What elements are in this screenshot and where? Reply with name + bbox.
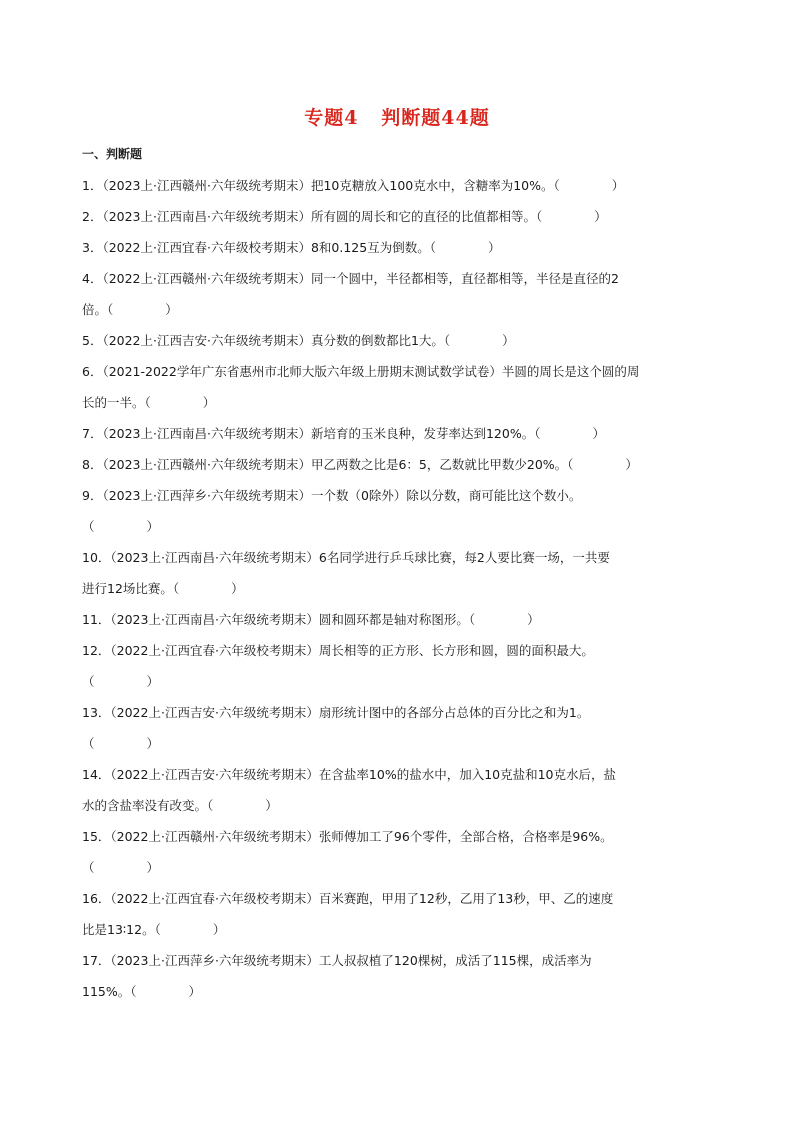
question-text: （2023上·江西萍乡·六年级统考期末）工人叔叔植了120棵树，成活了115棵，成活率为	[110, 953, 592, 968]
bracket-close: ）	[487, 240, 501, 255]
bracket-close: ）	[625, 457, 638, 472]
bracket-close: ）	[502, 333, 515, 348]
question-text: 倍。（	[82, 302, 114, 317]
question-number: 10．	[82, 550, 111, 565]
question-number: 2．	[82, 209, 103, 224]
question-item	[82, 356, 712, 418]
question-number: 5．	[82, 333, 103, 348]
question-text: （2023上·江西南昌·六年级统考期末）6名同学进行乒乓球比赛，每2人要比赛一场，一共要	[110, 550, 610, 565]
question-number: 15．	[82, 829, 111, 844]
question-item	[82, 449, 712, 480]
question-text: 水的含盐率没有改变。（	[82, 798, 214, 813]
question-number: 1．	[82, 178, 103, 193]
question-text: （2023上·江西南昌·六年级统考期末）所有圆的周长和它的直径的比值都相等。（	[102, 209, 543, 224]
question-text: （2022上·江西吉安·六年级统考期末）在含盐率10%的盐水中，加入10克盐和10克水后，盐	[110, 767, 617, 782]
question-item	[82, 759, 712, 821]
question-item	[82, 945, 712, 1007]
bracket-close: ）	[265, 798, 278, 813]
bracket-close: ）	[212, 922, 226, 937]
question-number: 14．	[82, 767, 111, 782]
question-text: （2022上·江西宜春·六年级校考期末）周长相等的正方形、长方形和圆，圆的面积最大。	[110, 643, 594, 658]
question-text: 长的一半。（	[82, 395, 151, 410]
question-text: （2023上·江西赣州·六年级统考期末）把10克糖放入100克水中，含糖率为10%。（	[102, 178, 560, 193]
question-number: 17．	[82, 953, 111, 968]
question-number: 8．	[82, 457, 103, 472]
bracket-open: （	[82, 519, 95, 534]
question-text: 进行12场比赛。（	[82, 581, 180, 596]
question-text: （2023上·江西赣州·六年级统考期末）甲乙两数之比是6：5，乙数就比甲数少20%。（	[102, 457, 574, 472]
bracket-close: ）	[165, 302, 178, 317]
bracket-open: （	[82, 860, 95, 875]
bracket-close: ）	[611, 178, 625, 193]
question-item	[82, 604, 712, 635]
question-item	[82, 170, 712, 201]
bracket-close: ）	[527, 612, 540, 627]
question-text: （2022上·江西吉安·六年级统考期末）扇形统计图中的各部分占总体的百分比之和为1。	[110, 705, 590, 720]
question-item	[82, 418, 712, 449]
question-number: 13．	[82, 705, 111, 720]
question-item	[82, 542, 712, 604]
bracket-close: ）	[202, 395, 216, 410]
bracket-open: （	[82, 674, 95, 689]
question-text: （2023上·江西萍乡·六年级统考期末）一个数（0除外）除以分数，商可能比这个数小。	[102, 488, 582, 503]
bracket-close: ）	[146, 860, 160, 875]
question-number: 3．	[82, 240, 103, 255]
bracket-close: ）	[188, 984, 202, 999]
question-item	[82, 697, 712, 759]
question-item	[82, 480, 712, 542]
question-text: （2022上·江西赣州·六年级统考期末）张师傅加工了96个零件，全部合格，合格率是96%。	[110, 829, 613, 844]
question-number: 6．	[82, 364, 103, 379]
question-item	[82, 201, 712, 232]
question-text: （2022上·江西吉安·六年级统考期末）真分数的倒数都比1大。（	[102, 333, 451, 348]
question-text: （2023上·江西南昌·六年级统考期末）新培育的玉米良种，发芽率达到120%。（	[102, 426, 541, 441]
question-number: 4．	[82, 271, 103, 286]
question-item	[82, 821, 712, 883]
question-number: 11．	[82, 612, 111, 627]
question-item	[82, 232, 712, 263]
bracket-open: （	[82, 736, 95, 751]
question-item	[82, 325, 712, 356]
question-text: 115%。（	[82, 984, 137, 999]
question-item	[82, 883, 712, 945]
bracket-close: ）	[592, 426, 605, 441]
question-number: 12．	[82, 643, 111, 658]
question-number: 16．	[82, 891, 111, 906]
question-text: 比是13∶12。（	[82, 922, 161, 937]
bracket-close: ）	[146, 736, 160, 751]
question-number: 9．	[82, 488, 103, 503]
question-text: （2021-2022学年广东省惠州市北师大版六年级上册期末测试数学试卷）半圆的周长是这个圆的周	[102, 364, 640, 379]
question-item	[82, 263, 712, 325]
question-text: （2022上·江西赣州·六年级统考期末）同一个圆中，半径都相等，直径都相等，半径是直径的2	[102, 271, 619, 286]
question-item	[82, 635, 712, 697]
section-heading: 一、判断题	[82, 147, 143, 161]
question-text: （2022上·江西宜春·六年级校考期末）百米赛跑，甲用了12秒，乙用了13秒，甲、乙的速度	[110, 891, 614, 906]
page-title: 专题4 判断题44题	[304, 107, 490, 129]
bracket-close: ）	[594, 209, 607, 224]
bracket-close: ）	[231, 581, 244, 596]
question-text: （2022上·江西宜春·六年级校考期末）8和0.125互为倒数。（	[102, 240, 436, 255]
question-text: （2023上·江西南昌·六年级统考期末）圆和圆环都是轴对称图形。（	[110, 612, 476, 627]
question-number: 7．	[82, 426, 103, 441]
bracket-close: ）	[146, 519, 160, 534]
bracket-close: ）	[146, 674, 160, 689]
